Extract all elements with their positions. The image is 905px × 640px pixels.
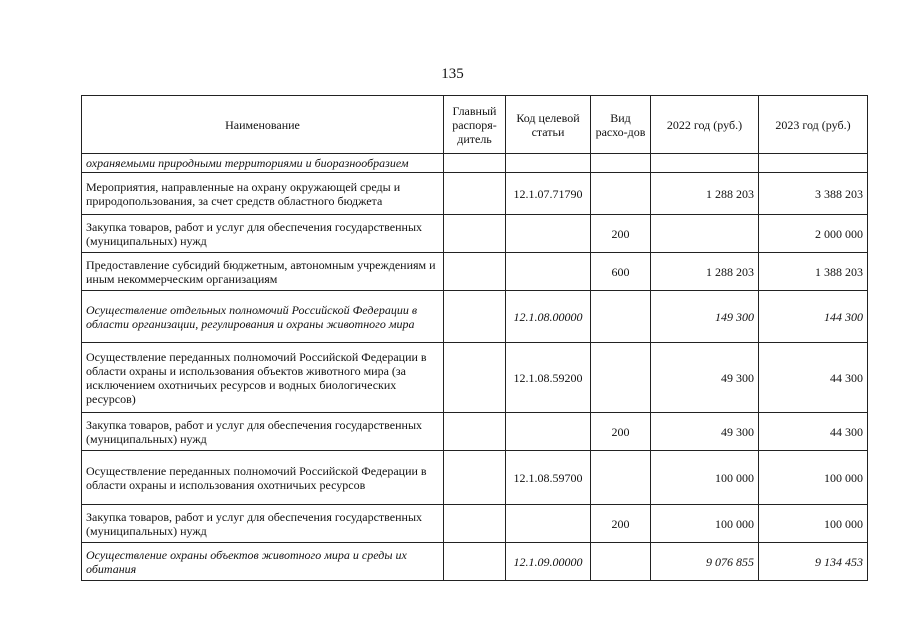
cell-2023: 44 300 [759,343,868,413]
cell-2022: 100 000 [651,451,759,505]
table-row [82,543,868,581]
table-row [82,173,868,215]
cell-2022: 149 300 [651,291,759,343]
cell-name: Мероприятия, направленные на охрану окружающей среды и природопользования, за счет средств областного бюджета [82,173,444,215]
table-row [82,505,868,543]
cell-2023: 2 000 000 [759,215,868,253]
cell-2022 [651,154,759,173]
cell-vid [591,291,651,343]
cell-kod: 12.1.07.71790 [506,173,591,215]
table-row [82,291,868,343]
header-2022: 2022 год (руб.) [651,96,759,154]
cell-glavny [444,543,506,581]
cell-glavny [444,451,506,505]
cell-vid: 200 [591,505,651,543]
cell-2023: 144 300 [759,291,868,343]
cell-glavny [444,505,506,543]
cell-2023: 44 300 [759,413,868,451]
cell-vid: 600 [591,253,651,291]
table-row [82,154,868,173]
cell-name: Закупка товаров, работ и услуг для обеспечения государственных (муниципальных) нужд [82,413,444,451]
cell-name: Осуществление переданных полномочий Российской Федерации в области охраны и использования объектов животного мира (за исключением охотничьих ресурсов и водных биологических ресурсов) [82,343,444,413]
cell-2022: 1 288 203 [651,253,759,291]
cell-2023: 3 388 203 [759,173,868,215]
cell-glavny [444,413,506,451]
cell-vid: 200 [591,215,651,253]
cell-kod [506,215,591,253]
cell-2022 [651,215,759,253]
cell-name: Предоставление субсидий бюджетным, автономным учреждениям и иным некоммерческим организациям [82,253,444,291]
table-row [82,253,868,291]
cell-2023: 100 000 [759,451,868,505]
table-row [82,451,868,505]
cell-2023: 100 000 [759,505,868,543]
cell-vid [591,173,651,215]
table-row [82,215,868,253]
cell-kod: 12.1.08.59700 [506,451,591,505]
cell-kod [506,154,591,173]
cell-glavny [444,173,506,215]
header-kod: Код целевой статьи [506,96,591,154]
cell-vid [591,451,651,505]
cell-vid: 200 [591,413,651,451]
cell-glavny [444,215,506,253]
cell-kod [506,253,591,291]
cell-name: Осуществление отдельных полномочий Российской Федерации в области организации, регулирования и охраны животного мира [82,291,444,343]
cell-2023: 9 134 453 [759,543,868,581]
cell-2022: 9 076 855 [651,543,759,581]
cell-2022: 1 288 203 [651,173,759,215]
cell-kod: 12.1.09.00000 [506,543,591,581]
cell-name: Закупка товаров, работ и услуг для обеспечения государственных (муниципальных) нужд [82,505,444,543]
cell-vid [591,343,651,413]
cell-2023: 1 388 203 [759,253,868,291]
cell-glavny [444,154,506,173]
cell-vid [591,543,651,581]
cell-kod: 12.1.08.59200 [506,343,591,413]
header-2023: 2023 год (руб.) [759,96,868,154]
cell-vid [591,154,651,173]
page-number: 135 [441,66,464,82]
cell-kod [506,413,591,451]
cell-name: охраняемыми природными территориями и биоразнообразием [82,154,444,173]
cell-glavny [444,343,506,413]
cell-2022: 100 000 [651,505,759,543]
header-vid: Вид расхо-дов [591,96,651,154]
cell-glavny [444,253,506,291]
cell-name: Осуществление переданных полномочий Российской Федерации в области охраны и использования охотничьих ресурсов [82,451,444,505]
cell-kod: 12.1.08.00000 [506,291,591,343]
cell-name: Закупка товаров, работ и услуг для обеспечения государственных (муниципальных) нужд [82,215,444,253]
table-row [82,413,868,451]
cell-2023 [759,154,868,173]
header-name: Наименование [82,96,444,154]
cell-2022: 49 300 [651,343,759,413]
budget-table [81,95,868,581]
cell-2022: 49 300 [651,413,759,451]
table-header-row [82,96,868,154]
cell-kod [506,505,591,543]
table-row [82,343,868,413]
header-glavny: Главный распоря-дитель [444,96,506,154]
cell-glavny [444,291,506,343]
cell-name: Осуществление охраны объектов животного мира и среды их обитания [82,543,444,581]
